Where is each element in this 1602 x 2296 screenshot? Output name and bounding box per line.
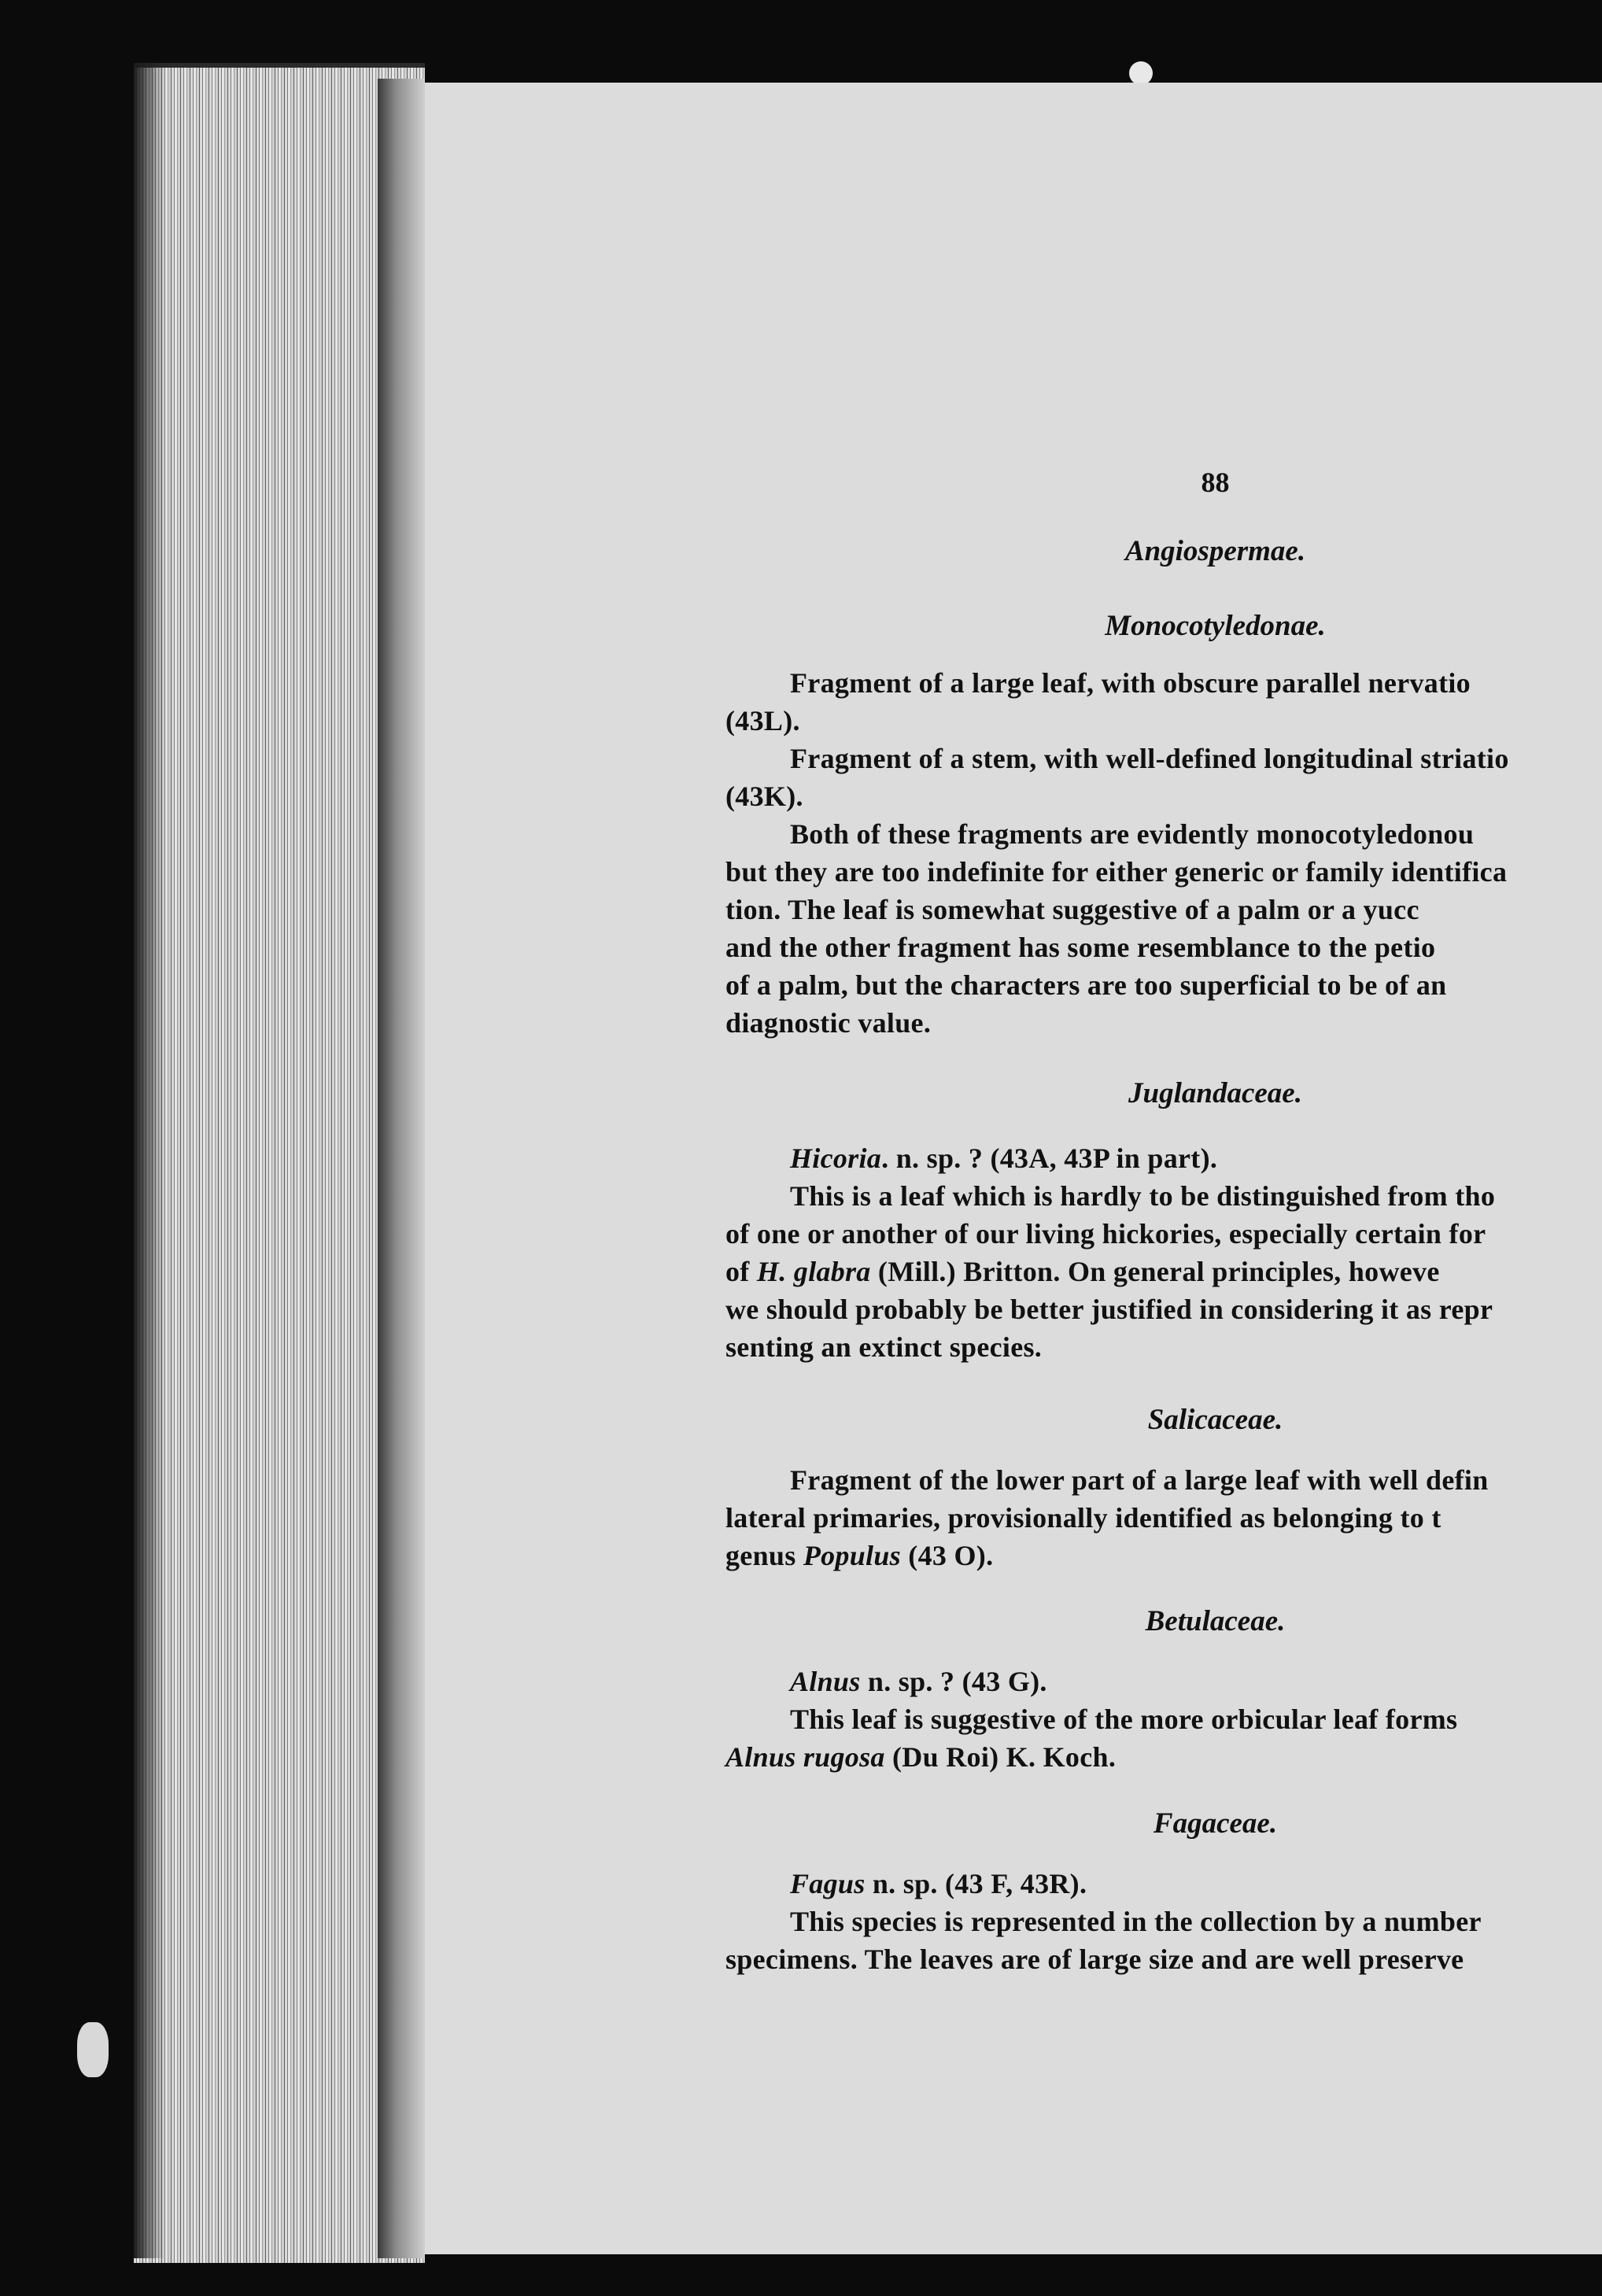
text-line: we should probably be better justified in considering it as repr — [725, 1294, 1493, 1325]
text-line: This is a leaf which is hardly to be distinguished from tho — [790, 1180, 1496, 1212]
genus-name: Fagus — [790, 1868, 866, 1899]
text-line — [725, 1253, 1440, 1290]
text-line: tion. The leaf is somewhat suggestive of a palm or a yucc — [725, 894, 1419, 925]
text-span: n. sp. (43 F, 43R). — [865, 1868, 1087, 1899]
text-line: specimens. The leaves are of large size and are well preserve — [725, 1943, 1464, 1975]
text-span: (Mill.) Britton. On general principles, howeve — [870, 1256, 1440, 1287]
text-line — [790, 1663, 1047, 1700]
text-line: Both of these fragments are evidently monocotyledonou — [790, 818, 1475, 850]
book-gutter — [378, 79, 425, 2258]
genus-name: Populus — [803, 1540, 901, 1571]
heading-fagaceae: Fagaceae. — [1153, 1807, 1278, 1840]
text-line: This species is represented in the collection by a number — [790, 1906, 1482, 1937]
scan-blemish — [77, 2022, 109, 2077]
text-span: (43 O). — [901, 1540, 994, 1571]
text-span: (Du Roi) K. Koch. — [884, 1741, 1117, 1773]
heading-angiospermae: Angiospermae. — [1124, 535, 1306, 567]
page-number: 88 — [1201, 467, 1230, 498]
text-line: Fragment of a large leaf, with obscure parallel nervatio — [790, 667, 1471, 699]
text-line: lateral primaries, provisionally identified as belonging to t — [725, 1502, 1441, 1534]
text-line: and the other fragment has some resemblance to the petio — [725, 932, 1436, 963]
heading-juglandaceae: Juglandaceae. — [1128, 1077, 1302, 1109]
heading-salicaceae: Salicaceae. — [1147, 1404, 1283, 1436]
heading-monocotyledonae: Monocotyledonae. — [1105, 610, 1326, 642]
genus-name: Hicoria — [790, 1142, 882, 1174]
text-line — [725, 1739, 1116, 1775]
text-line: but they are too indefinite for either generic or family identifica — [725, 856, 1508, 888]
heading-betulaceae: Betulaceae. — [1145, 1605, 1286, 1637]
text-span: . n. sp. ? (43A, 43P in part). — [881, 1142, 1218, 1174]
text-span: n. sp. ? (43 G). — [860, 1666, 1047, 1697]
edge-shadow — [134, 63, 165, 2258]
genus-name: Alnus — [790, 1666, 861, 1697]
text-line: Fragment of the lower part of a large leaf with well defin — [790, 1464, 1489, 1496]
text-line — [790, 1866, 1087, 1902]
text-line: diagnostic value. — [725, 1007, 932, 1039]
scan-blemish — [1129, 61, 1153, 85]
text-line: of one or another of our living hickories, especially certain for — [725, 1218, 1486, 1250]
text-span: genus — [725, 1540, 803, 1571]
text-line: (43K). — [725, 781, 803, 812]
page-surface — [425, 83, 1602, 2254]
text-line: (43L). — [725, 705, 800, 736]
text-line — [790, 1140, 1217, 1176]
text-line: senting an extinct species. — [725, 1331, 1043, 1363]
text-span: of — [725, 1256, 757, 1287]
text-line: of a palm, but the characters are too superficial to be of an — [725, 969, 1447, 1001]
text-line: This leaf is suggestive of the more orbicular leaf forms — [790, 1704, 1458, 1735]
text-line: Fragment of a stem, with well-defined longitudinal striatio — [790, 743, 1509, 774]
species-name: H. glabra — [756, 1256, 871, 1287]
text-line — [725, 1537, 993, 1574]
species-name: Alnus rugosa — [725, 1741, 885, 1773]
